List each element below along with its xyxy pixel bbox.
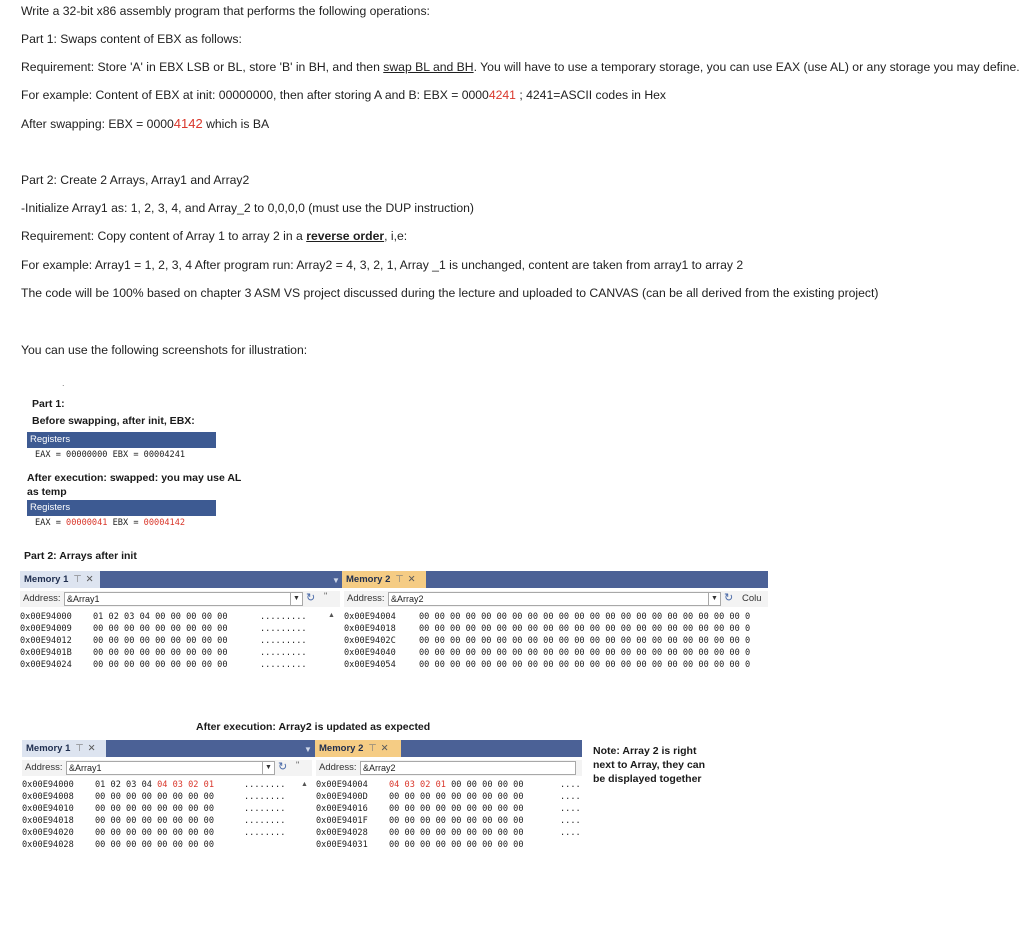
memory-address: 0x00E9401F — [316, 816, 368, 826]
memory-bytes — [389, 804, 524, 815]
note-line-1: Note: Array 2 is right — [593, 745, 697, 757]
memory-bytes-plain: 00 00 00 00 00 00 00 00 00 — [389, 840, 524, 850]
memory-bytes — [389, 780, 524, 791]
note-line-3: be displayed together — [593, 773, 702, 785]
memory1-address-input[interactable]: &Array1 — [64, 592, 292, 606]
memory-bytes — [389, 792, 524, 803]
memory2-tab[interactable] — [315, 740, 401, 757]
overflow-icon[interactable]: " — [324, 591, 328, 601]
scroll-up-icon[interactable]: ▲ — [301, 781, 308, 788]
req1-text-b: . You will have to use a temporary storage, you can use EAX (use AL) or any storage you may define. — [473, 60, 1020, 74]
memory1-address-input[interactable]: &Array1 — [66, 761, 264, 775]
memory-bytes — [95, 792, 214, 803]
memory-bytes — [389, 816, 524, 827]
memory-address: 0x00E9400D — [316, 792, 368, 802]
memory-address: 0x00E94040 — [344, 648, 396, 658]
memory2-grid — [316, 780, 582, 850]
req1-text-a: Requirement: Store 'A' in EBX LSB or BL, store 'B' in BH, and then — [21, 60, 384, 74]
memory-bytes: 00 00 00 00 00 00 00 00 00 — [93, 624, 228, 634]
memory-ascii: ......... — [260, 648, 307, 658]
memory-after-panel — [22, 740, 582, 850]
memory-init-panel — [20, 571, 768, 677]
memory-address: 0x00E94009 — [20, 624, 72, 634]
memory-ascii: ........ — [244, 828, 286, 838]
memory-row — [344, 636, 768, 647]
intro-line: Write a 32-bit x86 assembly program that performs the following operations: — [21, 4, 430, 18]
memory-bytes: 00 00 00 00 00 00 00 00 00 00 00 00 00 00 00 00 00 00 00 00 00 0 — [419, 624, 751, 634]
memory-address: 0x00E94028 — [316, 828, 368, 838]
after-execution-label: After execution: swapped: you may use AL — [27, 472, 242, 484]
part2-note: The code will be 100% based on chapter 3 ASM VS project discussed during the lecture and uploaded to CANVAS (can be all derived from the existing project) — [21, 286, 879, 300]
memory1-address-bar — [22, 760, 312, 776]
memory-address: 0x00E94054 — [344, 660, 396, 670]
pin-icon[interactable]: ⊤ — [395, 574, 404, 585]
address-label: Address: — [23, 593, 61, 604]
chevron-down-icon[interactable]: ▼ — [708, 592, 721, 606]
memory-bytes-plain: 00 00 00 00 00 00 00 00 00 — [389, 816, 524, 826]
before-swapping-label: Before swapping, after init, EBX: — [32, 415, 195, 427]
memory2-address-input[interactable]: &Array2 — [388, 592, 710, 606]
memory-address: 0x00E94018 — [344, 624, 396, 634]
memory-bytes: 00 00 00 00 00 00 00 00 00 00 00 00 00 00 00 00 00 00 00 00 00 0 — [419, 636, 751, 646]
memory1-grid — [20, 612, 340, 672]
memory-row — [22, 804, 312, 815]
part2-title: Part 2: Create 2 Arrays, Array1 and Array2 — [21, 173, 250, 187]
memory-bytes-plain: 00 00 00 00 00 00 00 00 00 — [389, 792, 524, 802]
pin-icon[interactable]: ⊤ — [75, 743, 84, 754]
note-line-2: next to Array, they can — [593, 759, 706, 771]
eax-label: EAX = — [35, 450, 67, 460]
address-label: Address: — [347, 593, 385, 604]
ebx-label: EBX = — [107, 518, 144, 528]
memory-ascii: .... — [560, 792, 581, 802]
memory-ascii: .... — [560, 804, 581, 814]
memory-row — [316, 792, 582, 803]
part2-requirement — [21, 229, 407, 243]
memory-address: 0x00E94031 — [316, 840, 368, 850]
memory-row — [22, 840, 312, 850]
memory-row — [20, 624, 340, 635]
memory-row — [20, 636, 340, 647]
registers-panel-after — [27, 500, 216, 530]
after-exec-label: After execution: Array2 is updated as expected — [196, 721, 431, 733]
eax-label: EAX = — [35, 518, 67, 528]
refresh-icon[interactable]: ↻ — [278, 761, 288, 773]
refresh-icon[interactable]: ↻ — [306, 592, 316, 604]
example1-red-value: 4241 — [488, 88, 516, 102]
memory-row — [344, 624, 768, 635]
memory2-address-bar — [344, 591, 768, 607]
dropdown-arrow-icon[interactable]: ▼ — [304, 745, 312, 754]
memory-address: 0x00E94000 — [20, 612, 72, 622]
refresh-icon[interactable]: ↻ — [724, 592, 734, 604]
memory-address: 0x00E94016 — [316, 804, 368, 814]
memory-row — [22, 828, 312, 839]
memory-row — [22, 816, 312, 827]
memory-ascii: ......... — [260, 636, 307, 646]
memory2-tab[interactable] — [342, 571, 426, 588]
memory-address: 0x00E94010 — [22, 804, 74, 814]
registers-values — [27, 448, 216, 462]
memory-address: 0x00E94028 — [22, 840, 74, 850]
memory-address: 0x00E94004 — [316, 780, 368, 790]
example1-text-b: ; 4241=ASCII codes in Hex — [515, 88, 667, 102]
pin-icon[interactable]: ⊤ — [73, 574, 82, 585]
after1-text-a: After swapping: EBX = 0000 — [21, 117, 174, 131]
memory-bytes-plain: 00 00 00 00 00 00 00 00 — [95, 828, 214, 838]
memory2-address-input[interactable]: &Array2 — [360, 761, 576, 775]
memory-address: 0x00E9402C — [344, 636, 396, 646]
req2-text-a: Requirement: Copy content of Array 1 to array 2 in a — [21, 229, 307, 243]
memory-row — [344, 660, 768, 671]
part2-arrays-label: Part 2: Arrays after init — [24, 550, 137, 562]
close-icon[interactable]: ✕ — [85, 574, 94, 585]
memory-bytes: 00 00 00 00 00 00 00 00 00 00 00 00 00 00 00 00 00 00 00 00 00 0 — [419, 648, 751, 658]
eax-value: 00000041 — [66, 518, 108, 528]
memory-tab-strip — [22, 740, 582, 757]
memory-row — [316, 828, 582, 839]
memory-row — [316, 780, 582, 791]
memory1-grid — [22, 780, 312, 850]
memory-address: 0x00E94020 — [22, 828, 74, 838]
req2-text-b: , i,e: — [384, 229, 408, 243]
eax-value: 00000000 — [66, 450, 108, 460]
example1-text-a: For example: Content of EBX at init: 00000000, then after storing A and B: EBX = 0000 — [21, 88, 489, 102]
memory-row — [344, 612, 768, 623]
memory2-grid — [344, 612, 768, 672]
chevron-down-icon[interactable]: ▼ — [262, 761, 275, 775]
registers-panel-before — [27, 432, 216, 462]
memory2-tab-label: Memory 2 — [319, 743, 364, 754]
memory2-tab-label: Memory 2 — [346, 574, 391, 585]
dropdown-arrow-icon[interactable]: ▼ — [332, 576, 340, 585]
memory-address: 0x00E94012 — [20, 636, 72, 646]
memory-bytes — [95, 828, 214, 839]
part1-example — [21, 88, 666, 102]
address-label: Address: — [319, 762, 357, 773]
memory-ascii: ......... — [260, 660, 307, 670]
memory-address: 0x00E94024 — [20, 660, 72, 670]
after1-text-b: which is BA — [202, 117, 270, 131]
memory-ascii: .... — [560, 828, 581, 838]
memory-row — [316, 840, 582, 850]
memory-row — [20, 612, 340, 623]
memory-ascii: ......... — [260, 612, 307, 622]
memory-bytes: 01 02 03 04 00 00 00 00 00 — [93, 612, 228, 622]
memory-ascii: ........ — [244, 780, 286, 790]
columns-label[interactable]: Colu — [742, 593, 762, 604]
memory-address: 0x00E94008 — [22, 792, 74, 802]
memory-bytes — [95, 780, 214, 791]
memory-row — [22, 780, 312, 791]
scroll-up-icon[interactable]: ▲ — [328, 612, 335, 619]
memory-bytes: 00 00 00 00 00 00 00 00 00 — [93, 660, 228, 670]
memory-bytes-plain: 01 02 03 04 — [95, 780, 158, 790]
memory-bytes — [95, 840, 214, 850]
after1-red-value: 4142 — [173, 116, 203, 131]
req1-underlined: swap BL and BH — [383, 60, 474, 74]
registers-values — [27, 516, 216, 530]
memory-row — [344, 648, 768, 659]
memory1-tab-label: Memory 1 — [24, 574, 69, 585]
memory-bytes — [95, 804, 214, 815]
registers-title: Registers — [27, 500, 216, 516]
close-icon[interactable]: ✕ — [87, 743, 96, 754]
memory-ascii: .... — [560, 780, 581, 790]
req2-underlined: reverse order — [306, 229, 385, 243]
memory1-tab[interactable] — [20, 571, 100, 588]
part2-example: For example: Array1 = 1, 2, 3, 4 After program run: Array2 = 4, 3, 2, 1, Array _1 is unchanged, content are taken from array1 to array 2 — [21, 258, 744, 272]
memory-bytes-plain: 00 00 00 00 00 00 00 00 — [95, 804, 214, 814]
memory-bytes — [389, 840, 524, 850]
memory-bytes: 00 00 00 00 00 00 00 00 00 — [93, 636, 228, 646]
memory-row — [20, 660, 340, 671]
part1-title: Part 1: Swaps content of EBX as follows: — [21, 32, 242, 46]
memory-bytes-changed: 04 03 02 01 — [157, 780, 215, 790]
ebx-label: EBX = — [107, 450, 144, 460]
memory-row — [22, 792, 312, 803]
part2-init: -Initialize Array1 as: 1, 2, 3, 4, and Array_2 to 0,0,0,0 (must use the DUP instruction) — [21, 201, 474, 215]
memory-address: 0x00E9401B — [20, 648, 72, 658]
memory-row — [20, 648, 340, 659]
ebx-value: 00004142 — [143, 518, 186, 528]
close-icon[interactable]: ✕ — [380, 743, 389, 754]
screenshots-intro: You can use the following screenshots for illustration: — [21, 343, 308, 357]
after-execution-label-2: as temp — [27, 486, 67, 498]
memory-ascii: ........ — [244, 792, 286, 802]
memory-bytes: 00 00 00 00 00 00 00 00 00 00 00 00 00 00 00 00 00 00 00 00 00 0 — [419, 660, 751, 670]
memory-bytes-plain: 00 00 00 00 00 00 00 00 — [95, 840, 214, 850]
memory-ascii: ........ — [244, 816, 286, 826]
part1-label: Part 1: — [32, 398, 65, 410]
address-label: Address: — [25, 762, 63, 773]
memory-bytes-plain: 00 00 00 00 00 00 00 00 — [95, 816, 214, 826]
part1-requirement — [21, 60, 1020, 74]
memory-row — [316, 816, 582, 827]
memory-bytes — [389, 828, 524, 839]
stray-dot: . — [62, 378, 65, 388]
memory-ascii: .... — [560, 816, 581, 826]
memory-ascii: ......... — [260, 624, 307, 634]
part1-after — [21, 116, 269, 131]
memory1-address-bar — [20, 591, 340, 607]
memory-bytes — [95, 816, 214, 827]
memory-address: 0x00E94018 — [22, 816, 74, 826]
memory-ascii: ........ — [244, 804, 286, 814]
chevron-down-icon[interactable]: ▼ — [290, 592, 303, 606]
memory-bytes-changed: 04 03 02 01 — [389, 780, 446, 790]
memory-bytes-plain: 00 00 00 00 00 — [445, 780, 524, 790]
registers-title: Registers — [27, 432, 216, 448]
overflow-icon[interactable]: " — [296, 760, 300, 770]
memory-bytes-plain: 00 00 00 00 00 00 00 00 — [95, 792, 214, 802]
memory-address: 0x00E94004 — [344, 612, 396, 622]
memory-bytes-plain: 00 00 00 00 00 00 00 00 00 — [389, 828, 524, 838]
memory-bytes: 00 00 00 00 00 00 00 00 00 00 00 00 00 00 00 00 00 00 00 00 00 0 — [419, 612, 751, 622]
ebx-value: 00004241 — [143, 450, 186, 460]
memory1-tab-label: Memory 1 — [26, 743, 71, 754]
memory1-tab[interactable] — [22, 740, 106, 757]
memory-address: 0x00E94000 — [22, 780, 74, 790]
close-icon[interactable]: ✕ — [407, 574, 416, 585]
memory-row — [316, 804, 582, 815]
memory-bytes: 00 00 00 00 00 00 00 00 00 — [93, 648, 228, 658]
memory2-address-bar — [316, 760, 582, 776]
pin-icon[interactable]: ⊤ — [368, 743, 377, 754]
memory-bytes-plain: 00 00 00 00 00 00 00 00 00 — [389, 804, 524, 814]
